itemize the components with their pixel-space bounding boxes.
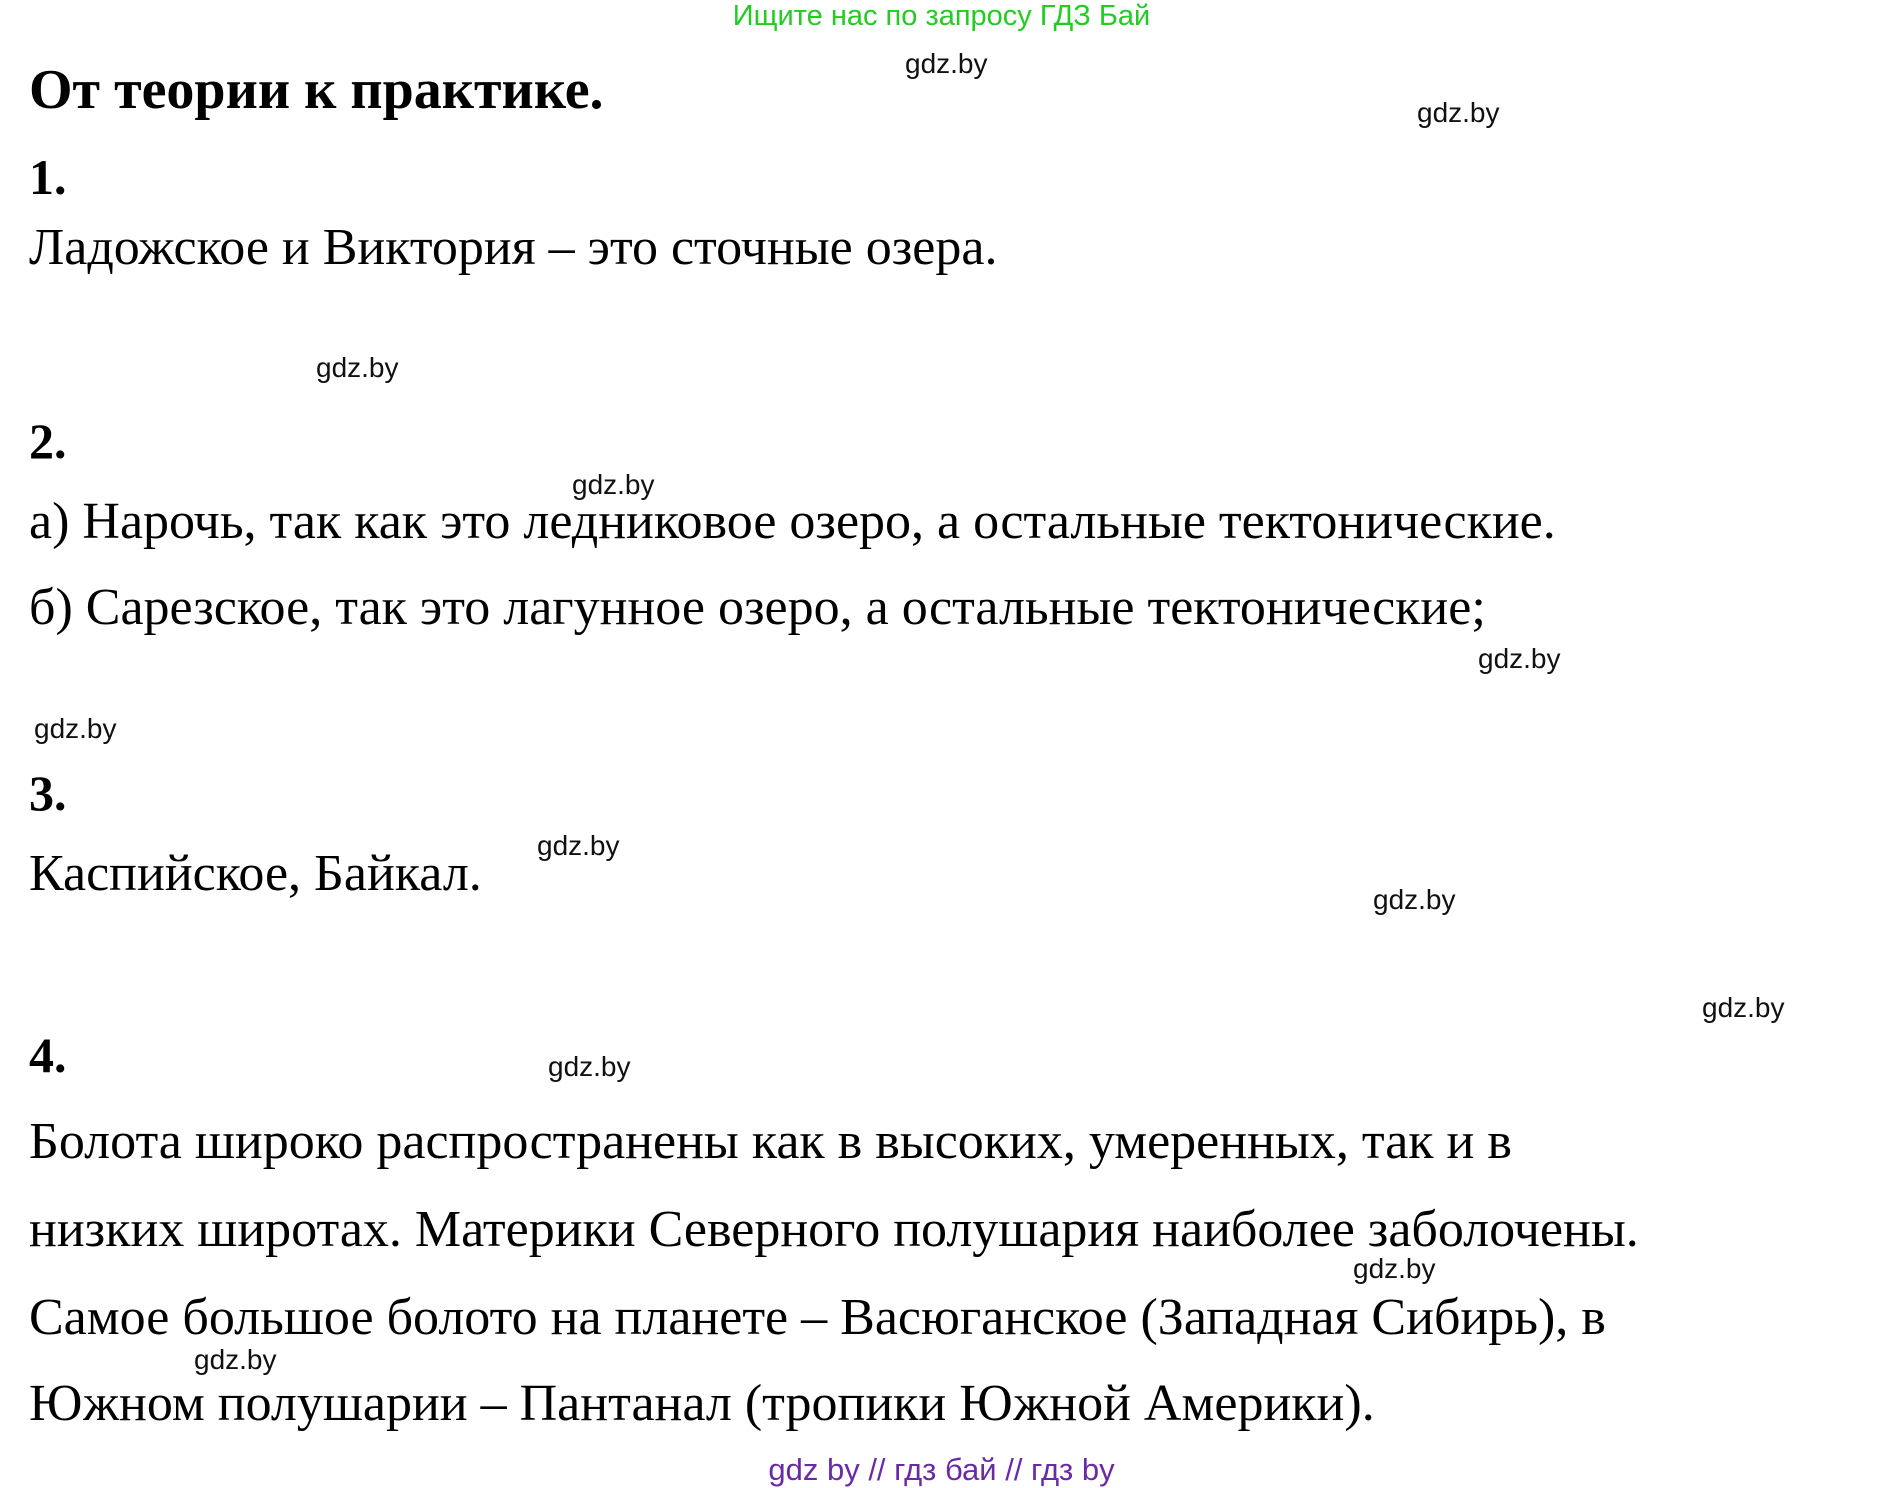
watermark: gdz.by (1478, 643, 1561, 674)
section-3-line-1: Каспийское, Байкал. (29, 845, 482, 902)
section-4-line-3: Самое большое болото на планете – Васюганское (Западная Сибирь), в (29, 1289, 1606, 1346)
page-title: От теории к практике. (29, 59, 604, 121)
section-4-line-2: низких широтах. Материки Северного полушария наиболее заболочены. (29, 1201, 1639, 1258)
section-4-number: 4. (29, 1027, 67, 1083)
watermark: gdz.by (194, 1344, 277, 1375)
watermark: gdz.by (905, 48, 988, 79)
top-banner: Ищите нас по запросу ГДЗ Бай (732, 0, 1151, 32)
footer-links: gdz by // гдз бай // гдз by (768, 1452, 1115, 1487)
section-2-number: 2. (29, 413, 67, 469)
section-2-line-a: а) Нарочь, так как это ледниковое озеро, а остальные тектонические. (29, 493, 1556, 550)
section-4-line-4: Южном полушарии – Пантанал (тропики Южной Америки). (29, 1375, 1375, 1432)
watermark: gdz.by (1417, 97, 1500, 128)
section-1-number: 1. (29, 149, 67, 205)
section-1-line-1: Ладожское и Виктория – это сточные озера. (29, 219, 998, 276)
watermark: gdz.by (1353, 1253, 1436, 1284)
section-2-line-b: б) Сарезское, так это лагунное озеро, а остальные тектонические; (29, 579, 1486, 636)
section-3-number: 3. (29, 765, 67, 821)
watermark: gdz.by (34, 713, 117, 744)
watermark: gdz.by (1373, 884, 1456, 915)
watermark: gdz.by (572, 469, 655, 500)
watermark: gdz.by (316, 352, 399, 383)
section-4-line-1: Болота широко распространены как в высоких, умеренных, так и в (29, 1113, 1512, 1170)
watermark: gdz.by (537, 830, 620, 861)
watermark: gdz.by (548, 1051, 631, 1082)
watermark: gdz.by (1702, 992, 1785, 1023)
